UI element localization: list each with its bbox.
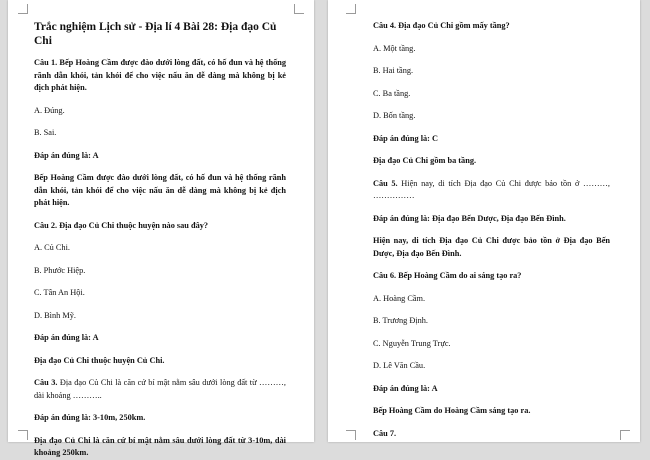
margin-corner-bottom-left: [346, 430, 356, 440]
document-title: Trắc nghiệm Lịch sử - Địa lí 4 Bài 28: Địa đạo Củ Chi: [34, 21, 277, 47]
question: Câu 5. Hiện nay, di tích Địa đạo Củ Chi được bảo tồn ở ………, ……………: [373, 178, 610, 200]
answer-option: A. Đúng.: [34, 105, 65, 115]
answer-option: B. Trương Định.: [373, 316, 428, 325]
margin-corner-bottom-right: [620, 430, 630, 440]
answer-option: A. Một tầng.: [373, 43, 416, 53]
answer-option: A. Củ Chi.: [34, 243, 70, 252]
explanation: Địa đạo Củ Chi thuộc huyện Củ Chi.: [34, 355, 165, 365]
answer-option: C. Nguyễn Trung Trực.: [373, 338, 451, 348]
question: Câu 1. Bếp Hoàng Cầm được đào dưới lòng đất, có hố đun và hệ thống rãnh dẫn khói, tản khói để cho việc nấu ăn dễ dàng mà không bị kẻ địch phát hiện.: [34, 58, 286, 92]
question: Câu 2. Địa đạo Củ Chi thuộc huyện nào sau đây?: [34, 220, 209, 230]
question: Câu 7.: [373, 428, 397, 438]
answer-option: D. Bốn tầng.: [373, 111, 416, 120]
correct-answer: Đáp án đúng là: A: [34, 333, 99, 342]
explanation: Hiện nay, di tích Địa đạo Củ Chi được bảo tồn ở Địa đạo Bến Dược, Địa đạo Bến Đình.: [373, 236, 610, 258]
correct-answer: Đáp án đúng là: 3-10m, 250km.: [34, 413, 146, 422]
answer-option: D. Lê Văn Cầu.: [373, 361, 426, 370]
correct-answer: Đáp án đúng là: A: [373, 383, 438, 393]
answer-option: C. Tân An Hội.: [34, 288, 85, 297]
answer-option: C. Ba tầng.: [373, 88, 411, 98]
correct-answer: Đáp án đúng là: A: [34, 150, 99, 160]
explanation: Địa đạo Củ Chi gồm ba tầng.: [373, 156, 477, 165]
answer-option: D. Bình Mỹ.: [34, 310, 76, 320]
document-page-right[interactable]: [328, 0, 640, 442]
margin-corner-bottom-left: [18, 430, 28, 440]
margin-corner-top-left: [18, 4, 28, 14]
question: Câu 3. Địa đạo Củ Chi là căn cứ bí mật nằm sâu dưới lòng đất từ ………, dài khoảng ………..: [34, 378, 286, 400]
document-page-left[interactable]: [8, 0, 314, 457]
explanation: Bếp Hoàng Cầm do Hoàng Cầm sáng tạo ra.: [373, 406, 531, 415]
correct-answer: Đáp án đúng là: Địa đạo Bến Dược, Địa đạo Bến Đình.: [373, 213, 566, 223]
answer-option: B. Hai tầng.: [373, 66, 414, 75]
left-page-content: [34, 57, 286, 460]
explanation: Địa đạo Củ Chi là căn cứ bí mật nằm sâu dưới lòng đất từ 3-10m, dài khoảng 250km.: [34, 435, 286, 457]
answer-option: A. Hoàng Cầm.: [373, 293, 426, 303]
margin-corner-top-left: [346, 4, 356, 14]
question-number: Câu 3.: [34, 378, 58, 387]
explanation: Bếp Hoàng Cầm được đào dưới lòng đất, có hố đun và hệ thống rãnh dẫn khói, tản khói để cho việc nấu ăn dễ dàng mà không bị kẻ địch phát hiện.: [34, 173, 286, 207]
question: Câu 4. Địa đạo Củ Chi gồm mấy tầng?: [373, 21, 510, 30]
question: Câu 6. Bếp Hoàng Cầm do ai sáng tạo ra?: [373, 271, 522, 280]
page-gap: [316, 0, 326, 442]
margin-corner-top-right: [294, 4, 304, 14]
correct-answer: Đáp án đúng là: C: [373, 133, 439, 143]
right-page-content: [373, 20, 610, 440]
answer-option: B. Sai.: [34, 128, 57, 137]
answer-option: B. Phước Hiệp.: [34, 265, 86, 275]
question-number: Câu 5.: [373, 178, 398, 188]
